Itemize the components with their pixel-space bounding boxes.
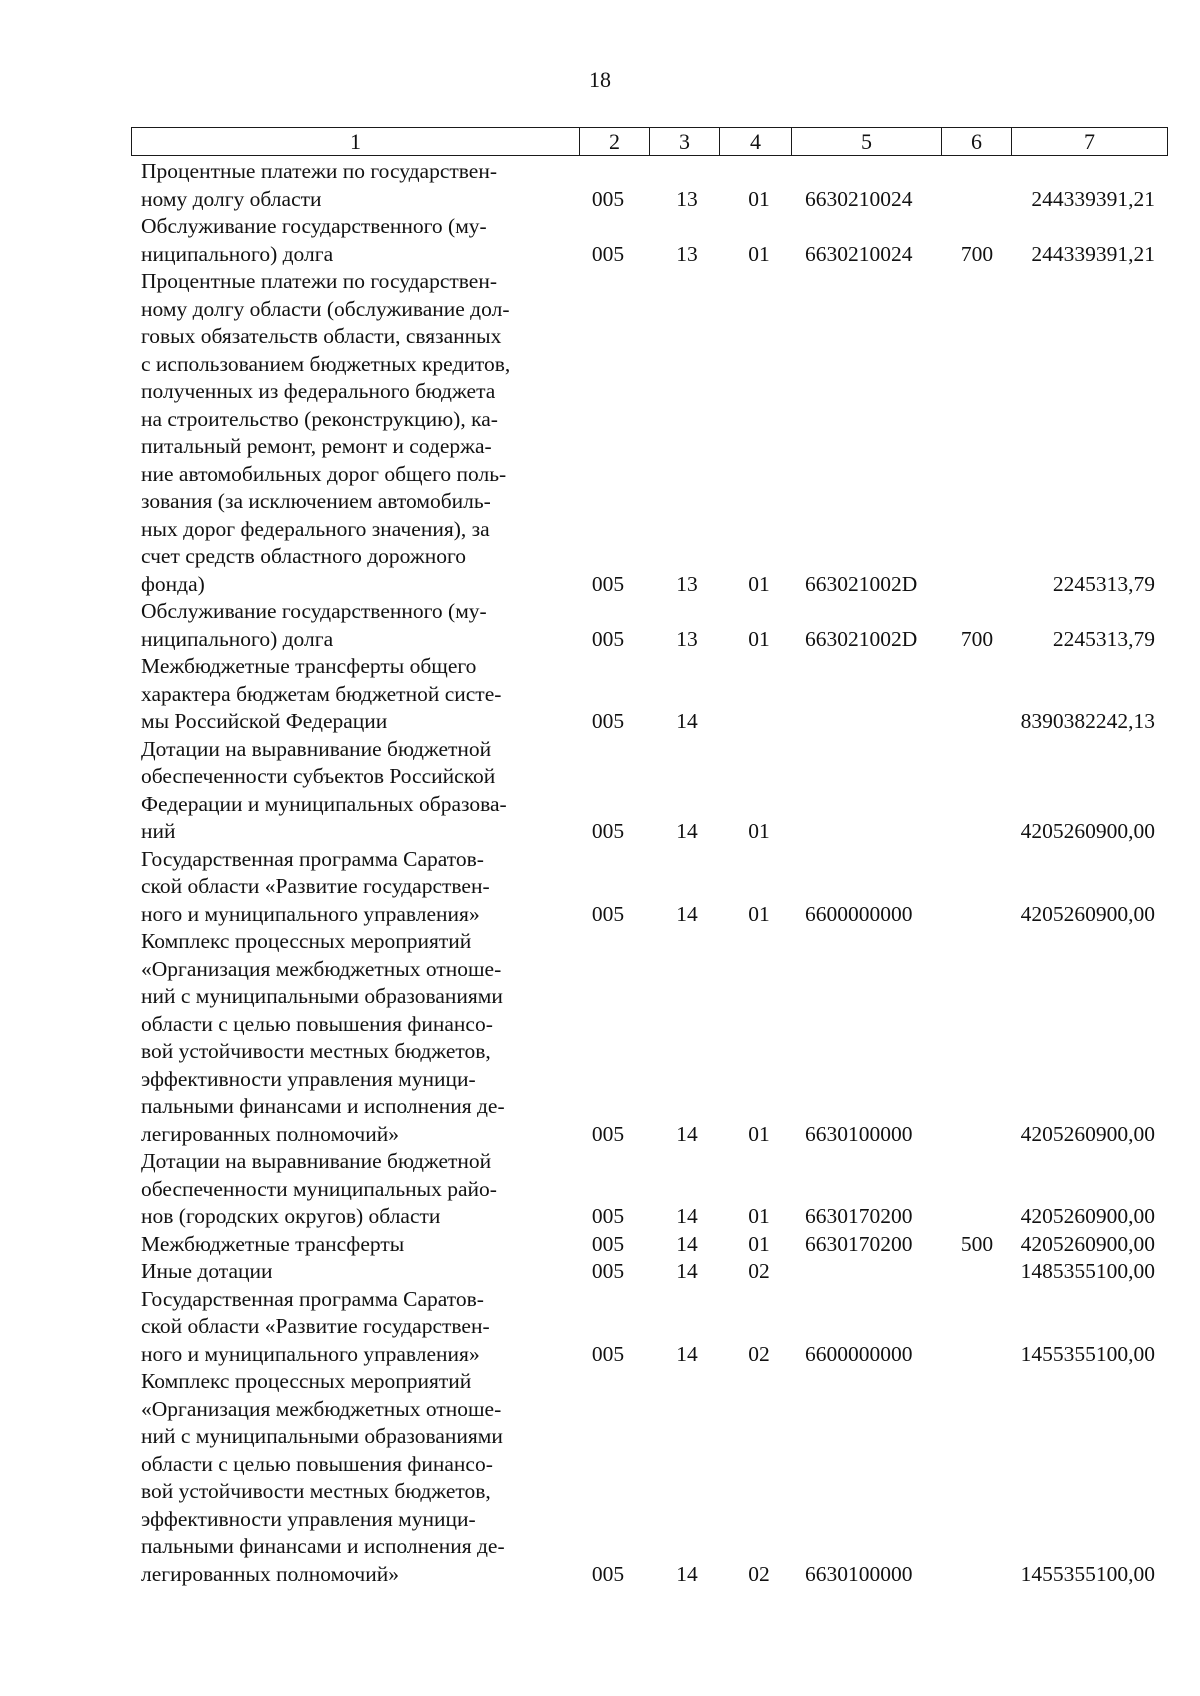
row-section-code: 14 [676,819,698,843]
row-description: Комплекс процессных мероприятий «Организация межбюджетных отноше- ний с муниципальными образованиями области с целью повышения финансо- вой устойчивости местных бюджетов, эффективности управления муници- пальными финансами и исполнения де- легированных полномочий» [141,1369,505,1586]
row-ministry-code: 005 [591,1121,625,1146]
row-section-code: 14 [676,901,698,926]
row-section-code: 14 [676,709,698,733]
row-section-code: 14 [676,1259,698,1283]
row-ministry-code: 005 [591,626,625,651]
row-amount: 4205260900,00 [1020,1204,1155,1228]
row-subsection-code: 01 [748,901,770,926]
row-target-code: 663021002D [805,571,918,596]
row-description: Государственная программа Саратов- ской области «Развитие государствен- ного и муниципального управления» [141,1286,490,1366]
row-subsection-code: 01 [748,186,770,211]
row-ministry-code: 005 [591,1231,625,1256]
row-section-code: 14 [676,1121,698,1146]
table-row [141,1286,1161,1369]
column-header-5: 5 [792,128,942,156]
table-row [141,213,1161,268]
row-target-code: 6630170200 [805,1204,913,1228]
table-row [141,736,1161,846]
column-header-1: 1 [132,128,580,156]
row-ministry-code: 005 [591,709,625,733]
row-subsection-code: 01 [748,1121,770,1146]
row-target-code: 6630170200 [805,1231,913,1256]
row-subsection-code: 02 [748,1341,770,1366]
row-amount: 1455355100,00 [1020,1341,1155,1366]
table-row [141,846,1161,929]
row-amount: 244339391,21 [1031,241,1155,266]
table-row [141,268,1161,598]
row-ministry-code: 005 [591,1204,625,1228]
row-target-code: 6630210024 [805,186,913,211]
row-amount: 1485355100,00 [1020,1259,1155,1283]
row-section-code: 14 [676,1561,698,1586]
row-amount: 4205260900,00 [1020,901,1155,926]
table-row [141,653,1161,736]
row-description: Обслуживание государственного (му- ниципального) долга [141,214,487,266]
row-section-code: 13 [676,571,698,596]
row-ministry-code: 005 [591,901,625,926]
budget-rows [141,158,1161,1588]
table-row [141,1368,1161,1588]
row-subsection-code: 01 [748,626,770,651]
row-description: Межбюджетные трансферты [141,1231,405,1256]
row-description: Процентные платежи по государствен- ному долгу области (обслуживание дол- говых обязательств области, связанных с использованием бюджетных кредитов, полученных из федерального бюджета на строительство (реконструкцию), ка- питальный ремонт, ремонт и содержа- ние автомобильных дорог общего поль- зования (за исключением автомобиль- ных дорог федерального значения), за счет средств областного дорожного фонда) [141,269,511,596]
column-header-6: 6 [942,128,1012,156]
row-amount: 4205260900,00 [1020,1121,1155,1146]
row-subsection-code: 01 [748,571,770,596]
row-amount: 2245313,79 [1052,626,1155,651]
row-subsection-code: 01 [748,241,770,266]
table-row [141,158,1161,213]
row-ministry-code: 005 [591,1561,625,1586]
row-amount: 4205260900,00 [1020,1231,1155,1256]
row-description: Дотации на выравнивание бюджетной обеспеченности субъектов Российской Федерации и муниципальных образова- ний [141,736,507,843]
column-header-3: 3 [650,128,720,156]
row-ministry-code: 005 [591,571,625,596]
row-ministry-code: 005 [591,186,625,211]
row-section-code: 14 [676,1341,698,1366]
row-description: Межбюджетные трансферты общего характера бюджетам бюджетной систе- мы Российской Федерации [141,654,502,733]
row-amount: 244339391,21 [1031,186,1155,211]
row-target-code: 6600000000 [805,901,913,926]
row-amount: 8390382242,13 [1020,709,1155,733]
row-ministry-code: 005 [591,1259,625,1283]
row-description: Дотации на выравнивание бюджетной обеспеченности муниципальных райо- нов (городских округов) области [141,1149,497,1228]
row-subsection-code: 01 [748,1204,770,1228]
row-section-code: 13 [676,241,698,266]
row-target-code: 663021002D [805,626,918,651]
row-ministry-code: 005 [591,241,625,266]
row-target-code: 6630100000 [805,1121,913,1146]
row-description: Обслуживание государственного (му- ниципального) долга [141,599,487,651]
row-subsection-code: 02 [748,1259,770,1283]
row-section-code: 13 [676,186,698,211]
row-amount: 2245313,79 [1052,571,1155,596]
row-expense-type: 700 [960,626,994,651]
row-ministry-code: 005 [591,819,625,843]
row-description: Иные дотации [141,1259,273,1283]
row-section-code: 13 [676,626,698,651]
row-description: Государственная программа Саратов- ской области «Развитие государствен- ного и муниципального управления» [141,846,490,926]
row-amount: 4205260900,00 [1020,819,1155,843]
table-row [141,598,1161,653]
page-number: 18 [589,67,611,92]
row-subsection-code: 01 [748,1231,770,1256]
table-row [141,1231,1161,1259]
row-amount: 1455355100,00 [1020,1561,1155,1586]
column-header-row [132,128,1168,156]
row-subsection-code: 01 [748,819,770,843]
row-expense-type: 500 [960,1231,994,1256]
column-header-2: 2 [580,128,650,156]
table-row [141,1258,1161,1286]
row-section-code: 14 [676,1204,698,1228]
column-header-4: 4 [720,128,792,156]
column-header-table [131,127,1168,156]
row-target-code: 6630100000 [805,1561,913,1586]
row-ministry-code: 005 [591,1341,625,1366]
row-expense-type: 700 [960,241,994,266]
row-description: Процентные платежи по государствен- ному долгу области [141,159,497,211]
row-description: Комплекс процессных мероприятий «Организация межбюджетных отноше- ний с муниципальными образованиями области с целью повышения финансо- вой устойчивости местных бюджетов, эффективности управления муници- пальными финансами и исполнения де- легированных полномочий» [141,929,505,1146]
row-subsection-code: 02 [748,1561,770,1586]
column-header-7: 7 [1012,128,1168,156]
table-row [141,1148,1161,1231]
table-row [141,928,1161,1148]
row-target-code: 6630210024 [805,241,913,266]
row-section-code: 14 [676,1231,698,1256]
row-target-code: 6600000000 [805,1341,913,1366]
